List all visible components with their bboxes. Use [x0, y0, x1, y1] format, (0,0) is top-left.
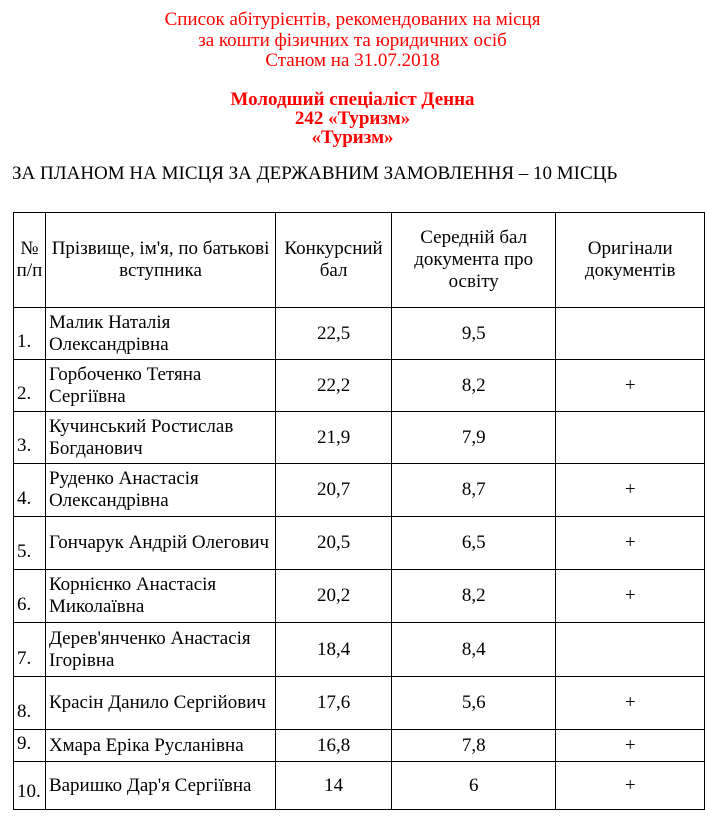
plan-heading: ЗА ПЛАНОМ НА МІСЦЯ ЗА ДЕРЖАВНИМ ЗАМОВЛЕННЯ – 10 МІСЦЬ — [12, 163, 618, 184]
col-header-score: Конкурсний бал — [276, 213, 392, 308]
cell-name: Горбоченко Тетяна Сергіївна — [45, 360, 275, 412]
table-row — [14, 464, 705, 517]
cell-originals: + — [556, 677, 705, 730]
cell-number: 10. — [14, 762, 46, 810]
cell-originals: + — [556, 762, 705, 810]
table-row — [14, 308, 705, 360]
cell-score: 18,4 — [276, 623, 392, 677]
table-row — [14, 762, 705, 810]
cell-number: 7. — [14, 623, 46, 677]
cell-avg: 8,4 — [392, 623, 556, 677]
table-row — [14, 360, 705, 412]
cell-avg: 7,9 — [392, 412, 556, 464]
table-row — [14, 677, 705, 730]
program-specialty: 242 «Туризм» — [294, 108, 411, 129]
col-header-avg: Середній бал документа про освіту — [392, 213, 556, 308]
cell-score: 22,2 — [276, 360, 392, 412]
cell-originals — [556, 308, 705, 360]
cell-avg: 9,5 — [392, 308, 556, 360]
table-row — [14, 623, 705, 677]
cell-avg: 8,2 — [392, 360, 556, 412]
applicants-table — [13, 212, 705, 810]
col-header-name: Прізвище, ім'я, по батькові вступника — [45, 213, 275, 308]
program-name: «Туризм» — [311, 127, 394, 148]
cell-originals: + — [556, 730, 705, 762]
cell-avg: 8,2 — [392, 570, 556, 623]
cell-name: Руденко Анастасія Олександрівна — [45, 464, 275, 517]
table-row — [14, 730, 705, 762]
cell-score: 17,6 — [276, 677, 392, 730]
cell-score: 20,5 — [276, 517, 392, 570]
cell-originals: + — [556, 517, 705, 570]
table-row — [14, 412, 705, 464]
cell-name: Красін Данило Сергійович — [45, 677, 275, 730]
cell-score: 16,8 — [276, 730, 392, 762]
cell-score: 14 — [276, 762, 392, 810]
table-row — [14, 517, 705, 570]
cell-number: 8. — [14, 677, 46, 730]
cell-originals — [556, 412, 705, 464]
cell-number: 5. — [14, 517, 46, 570]
cell-score: 20,7 — [276, 464, 392, 517]
date-line: Станом на 31.07.2018 — [265, 50, 440, 71]
cell-name: Кучинський Ростислав Богданович — [45, 412, 275, 464]
cell-score: 22,5 — [276, 308, 392, 360]
cell-name: Дерев'янченко Анастасія Ігорівна — [45, 623, 275, 677]
cell-name: Гончарук Андрій Олегович — [45, 517, 275, 570]
title-line-2: за кошти фізичних та юридичних осіб — [198, 30, 507, 51]
table-header-row — [14, 213, 705, 308]
cell-number: 4. — [14, 464, 46, 517]
cell-name: Хмара Еріка Русланівна — [45, 730, 275, 762]
program-level: Молодший спеціаліст Денна — [230, 89, 475, 110]
cell-name: Малик Наталія Олександрівна — [45, 308, 275, 360]
title-line-1: Список абітурієнтів, рекомендованих на місця — [164, 9, 541, 30]
cell-avg: 5,6 — [392, 677, 556, 730]
cell-number: 1. — [14, 308, 46, 360]
cell-name: Варишко Дар'я Сергіївна — [45, 762, 275, 810]
cell-avg: 6 — [392, 762, 556, 810]
cell-originals: + — [556, 360, 705, 412]
cell-score: 21,9 — [276, 412, 392, 464]
table-row — [14, 570, 705, 623]
col-header-number: № п/п — [14, 213, 46, 308]
cell-originals: + — [556, 464, 705, 517]
cell-number: 2. — [14, 360, 46, 412]
cell-originals: + — [556, 570, 705, 623]
cell-number: 3. — [14, 412, 46, 464]
cell-name: Корнієнко Анастасія Миколаївна — [45, 570, 275, 623]
cell-originals — [556, 623, 705, 677]
cell-score: 20,2 — [276, 570, 392, 623]
cell-avg: 6,5 — [392, 517, 556, 570]
cell-avg: 7,8 — [392, 730, 556, 762]
cell-number: 9. — [14, 730, 46, 762]
col-header-originals: Оригінали документів — [556, 213, 705, 308]
cell-avg: 8,7 — [392, 464, 556, 517]
cell-number: 6. — [14, 570, 46, 623]
